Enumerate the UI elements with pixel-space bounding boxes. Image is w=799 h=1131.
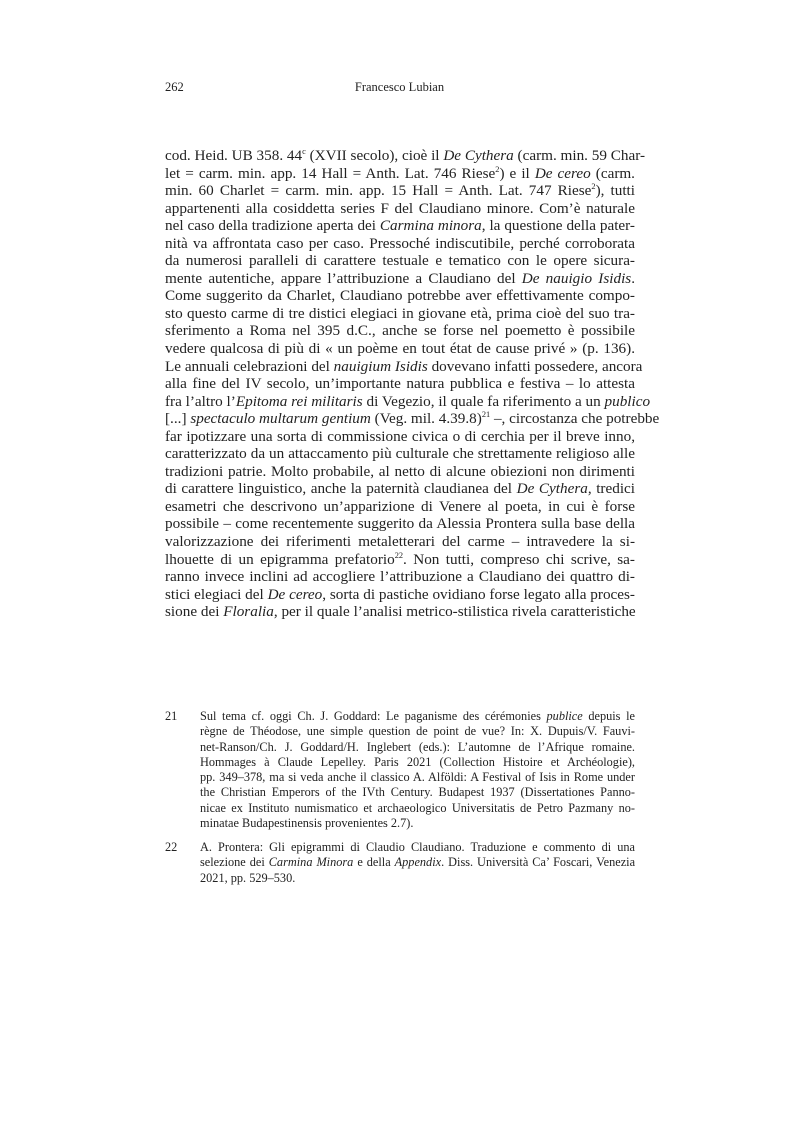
italic-text: publice xyxy=(546,709,583,723)
italic-text: Epitoma rei militaris xyxy=(235,392,363,410)
text-run: pp. 349–378, ma si veda anche il classico A. Alföldi: A Festival of Isis in Rome under xyxy=(200,770,635,785)
italic-text: Carmina Minora xyxy=(268,855,354,870)
text-run: da numerosi paralleli di carattere testuale e tematico con le opere sicura- xyxy=(165,252,635,270)
footnote-reference: 2 xyxy=(591,182,596,192)
text-run: –, circostanza che potrebbe xyxy=(490,410,660,428)
text-run: the Christian Emperors of the IVth Century. Budapest 1937 (Dissertationes Panno- xyxy=(200,785,635,800)
text-line xyxy=(165,463,635,481)
text-run: lhouette di un epigramma prefatorio xyxy=(165,550,395,568)
text-run: tradizioni patrie. Molto probabile, al netto di alcune obiezioni non dirimenti xyxy=(165,462,635,480)
text-line xyxy=(165,410,660,428)
text-run: let = carm. min. app. 14 Hall = Anth. Lat. 746 Riese xyxy=(165,164,496,182)
text-run: minatae Budapestinensis provenientes 2.7). xyxy=(200,816,414,831)
text-run: alla fine del IV secolo, un’importante natura pubblica e festiva – lo attesta xyxy=(165,375,635,393)
text-run: A. Prontera: Gli epigrammi di Claudio Claudiano. Traduzione e commento di una xyxy=(200,840,635,854)
footnote-text xyxy=(200,709,635,831)
text-line xyxy=(165,480,635,498)
text-line xyxy=(165,165,635,183)
text-run: appartenenti alla cosiddetta series F del Claudiano minore. Com’è naturale xyxy=(165,199,635,217)
text-run: far ipotizzare una sorta di commissione civica o di cerchia per il breve inno, xyxy=(165,427,635,445)
text-line xyxy=(165,375,635,393)
text-run: , sorta di pastiche ovidiano forse legato alla proces- xyxy=(322,585,635,603)
text-line xyxy=(200,755,635,770)
text-line xyxy=(165,287,635,305)
text-run: (Veg. mil. 4.39.8) xyxy=(370,410,482,428)
text-line xyxy=(165,533,635,551)
text-line xyxy=(165,235,635,253)
text-line xyxy=(165,428,635,446)
italic-text: De nauigio Isidis xyxy=(521,269,632,287)
italic-text: Carmina minora xyxy=(379,217,482,235)
text-run: dovevano infatti possedere, ancora xyxy=(427,357,643,375)
text-run: e della xyxy=(353,855,395,870)
text-run: mente autentiche, appare l’attribuzione a Claudiano del xyxy=(165,269,522,287)
text-run: (XVII secolo), cioè il xyxy=(305,147,444,164)
text-run: min. 60 Charlet = carm. min. app. 15 Hall = Anth. Lat. 747 Riese xyxy=(165,182,592,200)
text-line xyxy=(165,551,635,569)
italic-text: De cereo xyxy=(267,585,323,603)
text-line xyxy=(200,785,635,800)
text-run: net-Ranson/Ch. J. Goddard/H. Inglebert (eds.): L’automne de l’Afrique romaine. xyxy=(200,739,635,754)
text-line xyxy=(165,445,635,463)
footnote-reference: 21 xyxy=(481,410,491,420)
text-line xyxy=(165,252,635,270)
text-line xyxy=(165,392,651,411)
running-head: Francesco Lubian xyxy=(354,80,445,94)
footnote-number: 22 xyxy=(165,840,178,854)
text-run: sione dei xyxy=(165,603,224,621)
italic-text: publico xyxy=(604,392,651,410)
text-run: Hommages à Claude Lepelley. Paris 2021 (Collection Histoire et Archéologie), xyxy=(200,754,635,769)
text-line xyxy=(165,603,635,621)
text-run: nicae ex Instituto numismatico et archaeologico Universitatis de Petro Pazmany no- xyxy=(200,800,635,815)
footnote-reference: c xyxy=(302,147,306,157)
text-run: [...] xyxy=(165,410,191,428)
text-run: esametri che descrivono un’apparizione di Venere al poeta, in cui è forse xyxy=(165,497,635,515)
text-run: valorizzazione dei riferimenti metaletterari del carme – intravedere la si- xyxy=(165,533,635,551)
text-run: , la questione della pater- xyxy=(481,217,635,235)
text-line xyxy=(165,340,635,358)
text-line xyxy=(165,305,635,323)
text-run: , tredici xyxy=(587,480,635,498)
text-line xyxy=(200,816,635,831)
main-text xyxy=(165,147,660,621)
text-line xyxy=(165,270,635,288)
text-run: vedere qualcosa di più di « un poème en tout état de cause privé » (p. 136). xyxy=(165,340,635,358)
text-run: sferimento a Roma nel 395 d.C., anche se forse nel poemetto è possibile xyxy=(165,322,635,340)
text-run: . Non tutti, compreso chi scrive, sa- xyxy=(403,550,635,568)
text-line xyxy=(165,515,635,533)
text-line xyxy=(200,855,635,870)
footnote-text xyxy=(200,840,635,886)
text-line xyxy=(200,740,635,755)
page-number: 262 xyxy=(165,80,184,94)
text-line xyxy=(165,357,643,376)
text-line xyxy=(200,724,635,739)
text-run: ranno invece inclini ad accogliere l’attribuzione a Claudiano dei quattro di- xyxy=(165,568,635,586)
italic-text: Floralia xyxy=(223,603,274,621)
footnote-reference: 22 xyxy=(394,550,404,560)
italic-text: Appendix xyxy=(394,855,442,870)
text-run: . xyxy=(631,269,636,287)
text-line xyxy=(165,147,646,165)
text-run: caratterizzato da un attaccamento più culturale che strettamente religioso alle xyxy=(165,445,635,463)
text-run: di carattere linguistico, anche la paternità claudianea del xyxy=(165,480,517,498)
text-line xyxy=(165,217,635,235)
text-run: possibile – come recentemente suggerito da Alessia Prontera sulla base della xyxy=(165,515,635,533)
footnote-number: 21 xyxy=(165,709,178,723)
text-run: (carm. xyxy=(590,164,635,182)
text-run: Sul tema cf. oggi Ch. J. Goddard: Le paganisme des cérémonies xyxy=(200,709,547,723)
text-run: . Diss. Università Ca’ Foscari, Venezia xyxy=(441,855,636,870)
text-line xyxy=(165,182,635,200)
text-line xyxy=(165,322,635,340)
text-run: fra l’altro l’ xyxy=(165,392,236,410)
text-line xyxy=(200,840,635,855)
italic-text: spectaculo multarum gentium xyxy=(190,410,371,428)
text-run: depuis le xyxy=(582,709,635,723)
text-run: ) e il xyxy=(499,164,535,182)
italic-text: De Cythera xyxy=(443,147,514,164)
text-line xyxy=(200,871,635,886)
italic-text: De Cythera xyxy=(516,480,588,498)
italic-text: nauigium Isidis xyxy=(333,357,428,375)
text-line xyxy=(200,770,635,785)
italic-text: De cereo xyxy=(534,164,591,182)
footnote-reference: 2 xyxy=(495,164,500,174)
text-run: di Vegezio, il quale fa riferimento a un xyxy=(362,392,605,410)
text-run: règne de Théodose, une simple question de point de vue? In: X. Dupuis/V. Fauvi- xyxy=(200,724,635,739)
text-run: stici elegiaci del xyxy=(165,585,268,603)
text-line xyxy=(165,200,635,218)
text-line xyxy=(165,586,635,604)
text-run: selezione dei xyxy=(200,855,269,870)
text-run: ), tutti xyxy=(595,182,635,200)
text-line xyxy=(165,498,635,516)
text-run: Le annuali celebrazioni del xyxy=(165,357,334,375)
text-line xyxy=(200,709,635,724)
text-run: cod. Heid. UB 358. 44 xyxy=(165,147,303,164)
text-run: Come suggerito da Charlet, Claudiano potrebbe aver effettivamente compo- xyxy=(165,287,635,305)
text-run: (carm. min. 59 Char- xyxy=(513,147,646,164)
text-line xyxy=(165,568,635,586)
text-line xyxy=(200,801,635,816)
text-run: nità va affrontata caso per caso. Pressoché indiscutibile, perché corroborata xyxy=(165,234,635,252)
text-run: , per il quale l’analisi metrico-stilistica rivela caratteristiche xyxy=(273,603,636,621)
text-run: nel caso della tradizione aperta dei xyxy=(165,217,380,235)
text-run: 2021, pp. 529–530. xyxy=(200,870,296,885)
text-run: sto questo carme di tre distici elegiaci in giovane età, prima cioè del suo tra- xyxy=(165,304,635,322)
